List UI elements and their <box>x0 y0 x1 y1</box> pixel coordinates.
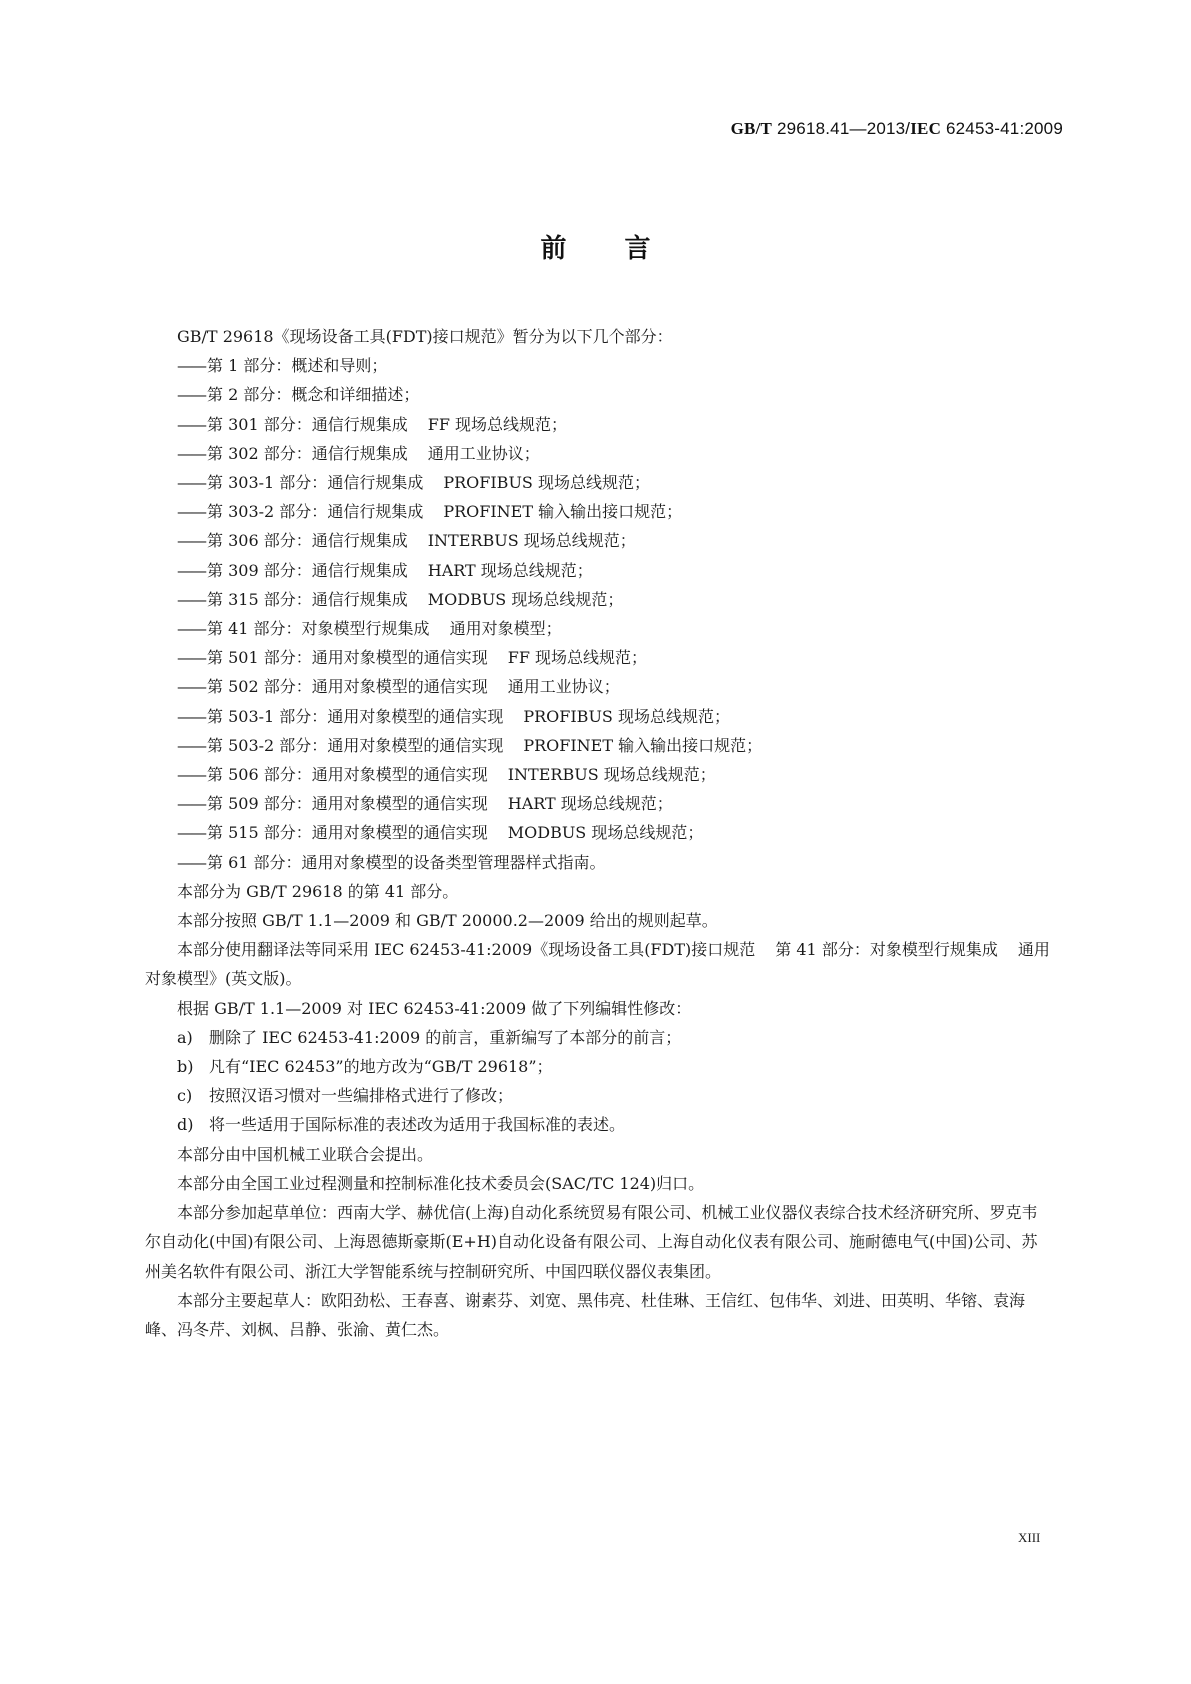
part-subtitle: MODBUS 现场总线规范； <box>427 589 624 609</box>
part-title: 通信行规集成 <box>311 414 408 434</box>
item-text: 删除了 IEC 62453-41:2009 的前言，重新编写了本部分的前言； <box>209 1027 682 1047</box>
modifications-list <box>145 1023 1053 1140</box>
part-number: 第 61 部分： <box>207 852 302 872</box>
item-text: 将一些适用于国际标准的表述改为适用于我国标准的表述。 <box>209 1115 626 1135</box>
part-title: 通用对象模型的通信实现 <box>327 735 504 755</box>
part-subtitle: HART 现场总线规范； <box>507 794 673 814</box>
header-code-number: 29618.41—2013/ <box>772 119 911 138</box>
part-subtitle: PROFIBUS 现场总线规范； <box>443 473 650 493</box>
list-item <box>145 672 1053 701</box>
item-label: a) <box>177 1027 193 1047</box>
item-label: b) <box>177 1057 194 1077</box>
list-item <box>145 789 1053 818</box>
part-number: 第 515 部分： <box>207 823 312 843</box>
part-number: 第 306 部分： <box>207 531 312 551</box>
part-subtitle: PROFINET 输入输出接口规范； <box>443 502 683 522</box>
part-title: 通信行规集成 <box>327 502 424 522</box>
item-text: 按照汉语习惯对一些编排格式进行了修改； <box>209 1086 514 1106</box>
parts-list <box>145 351 1053 877</box>
part-title: 通信行规集成 <box>311 560 408 580</box>
adoption-text-2: 第 41 部分：对象模型行规集成 <box>775 940 998 960</box>
part-title: 通用对象模型的设备类型管理器样式指南。 <box>301 852 606 872</box>
part-number: 第 1 部分： <box>207 356 292 376</box>
intro-paragraph: GB/T 29618《现场设备工具(FDT)接口规范》暂分为以下几个部分： <box>177 327 673 346</box>
adoption-text-1: 本部分使用翻译法等同采用 IEC 62453-41:2009《现场设备工具(FDT)接口规范 <box>177 940 756 960</box>
standard-code-header <box>731 119 1063 139</box>
list-item <box>145 585 1053 614</box>
part-subtitle: MODBUS 现场总线规范； <box>507 823 704 843</box>
part-title: 通用对象模型的通信实现 <box>311 823 488 843</box>
header-code-gbt: GB/T <box>730 119 773 138</box>
part-number: 第 302 部分： <box>207 443 312 463</box>
part-title: 通用对象模型的通信实现 <box>311 648 488 668</box>
paragraph-committee: 本部分由全国工业过程测量和控制标准化技术委员会(SAC/TC 124)归口。 <box>177 1173 705 1193</box>
list-item <box>145 497 1053 526</box>
part-subtitle: PROFINET 输入输出接口规范； <box>523 735 763 755</box>
list-item <box>145 818 1053 847</box>
foreword-body <box>145 322 1053 1344</box>
part-title: 通信行规集成 <box>311 531 408 551</box>
part-title: 通用对象模型的通信实现 <box>311 794 488 814</box>
header-code-iec-number: 62453-41:2009 <box>941 119 1063 138</box>
part-number: 第 315 部分： <box>207 589 312 609</box>
part-subtitle: 通用对象模型； <box>449 619 562 639</box>
list-item <box>145 410 1053 439</box>
part-subtitle: HART 现场总线规范； <box>427 560 593 580</box>
part-title: 通用对象模型的通信实现 <box>311 765 488 785</box>
part-subtitle: INTERBUS 现场总线规范； <box>507 765 716 785</box>
list-item <box>145 702 1053 731</box>
part-subtitle: 通用工业协议； <box>507 677 620 697</box>
part-number: 第 303-1 部分： <box>207 473 328 493</box>
paragraph-drafters: 本部分主要起草人：欧阳劲松、王春喜、谢素芬、刘宽、黑伟亮、杜佳琳、王信红、包伟华、刘进、田英明、华镕、袁海峰、冯冬芹、刘枫、吕静、张渝、黄仁杰。 <box>145 1290 1026 1339</box>
list-item <box>145 1052 1053 1081</box>
part-number: 第 502 部分： <box>207 677 312 697</box>
part-subtitle: FF 现场总线规范； <box>427 414 568 434</box>
part-number: 第 503-1 部分： <box>207 706 328 726</box>
part-subtitle: INTERBUS 现场总线规范； <box>427 531 636 551</box>
list-item <box>145 439 1053 468</box>
list-item <box>145 526 1053 555</box>
part-title: 对象模型行规集成 <box>301 619 430 639</box>
paragraph-part-statement: 本部分为 GB/T 29618 的第 41 部分。 <box>177 881 459 901</box>
part-number: 第 503-2 部分： <box>207 735 328 755</box>
part-number: 第 303-2 部分： <box>207 502 328 522</box>
part-number: 第 41 部分： <box>207 619 302 639</box>
part-title: 通信行规集成 <box>311 589 408 609</box>
list-item <box>145 1081 1053 1110</box>
item-label: d) <box>177 1115 194 1135</box>
list-item <box>145 760 1053 789</box>
part-subtitle: FF 现场总线规范； <box>507 648 648 668</box>
list-item <box>145 380 1053 409</box>
item-text: 凡有“IEC 62453”的地方改为“GB/T 29618”； <box>209 1057 553 1077</box>
paragraph-adoption <box>145 935 1053 993</box>
part-number: 第 501 部分： <box>207 648 312 668</box>
part-title: 通用对象模型的通信实现 <box>327 706 504 726</box>
part-title: 通用对象模型的通信实现 <box>311 677 488 697</box>
header-code-iec: IEC <box>910 119 942 138</box>
list-item <box>145 643 1053 672</box>
part-title: 通信行规集成 <box>327 473 424 493</box>
paragraph-drafting-rules: 本部分按照 GB/T 1.1—2009 和 GB/T 20000.2—2009 给出的规则起草。 <box>177 911 718 931</box>
part-subtitle: 通用工业协议； <box>427 443 540 463</box>
part-subtitle: PROFIBUS 现场总线规范； <box>523 706 730 726</box>
paragraph-drafting-units: 本部分参加起草单位：西南大学、赫优信(上海)自动化系统贸易有限公司、机械工业仪器仪表综合技术经济研究所、罗克韦尔自动化(中国)有限公司、上海恩德斯豪斯(E+H)自动化设备有限公司、上海自动化仪表有限公司、施耐德电气(中国)公司、苏州美名软件有限公司、浙江大学智能系统与控制研究所、中国四联仪器仪表集团。 <box>145 1203 1038 1281</box>
part-title: 概念和详细描述； <box>291 385 420 405</box>
part-number: 第 301 部分： <box>207 414 312 434</box>
paragraph-modifications-intro: 根据 GB/T 1.1—2009 对 IEC 62453-41:2009 做了下列编辑性修改： <box>177 998 692 1018</box>
part-number: 第 506 部分： <box>207 765 312 785</box>
paragraph-proposer: 本部分由中国机械工业联合会提出。 <box>177 1144 434 1164</box>
list-item <box>145 731 1053 760</box>
list-item <box>145 614 1053 643</box>
list-item <box>145 1023 1053 1052</box>
list-item <box>145 848 1053 877</box>
page-number: XIII <box>1018 1530 1041 1545</box>
page-title: 前言 <box>540 234 709 264</box>
list-item <box>145 1110 1053 1139</box>
part-number: 第 509 部分： <box>207 794 312 814</box>
part-number: 第 309 部分： <box>207 560 312 580</box>
part-title: 概述和导则； <box>291 356 388 376</box>
item-label: c) <box>177 1086 193 1106</box>
part-title: 通信行规集成 <box>311 443 408 463</box>
part-number: 第 2 部分： <box>207 385 292 405</box>
list-item <box>145 556 1053 585</box>
list-item <box>145 468 1053 497</box>
adoption-text-3: 通用对象模型》(英文版)。 <box>145 940 1050 989</box>
list-item <box>145 351 1053 380</box>
